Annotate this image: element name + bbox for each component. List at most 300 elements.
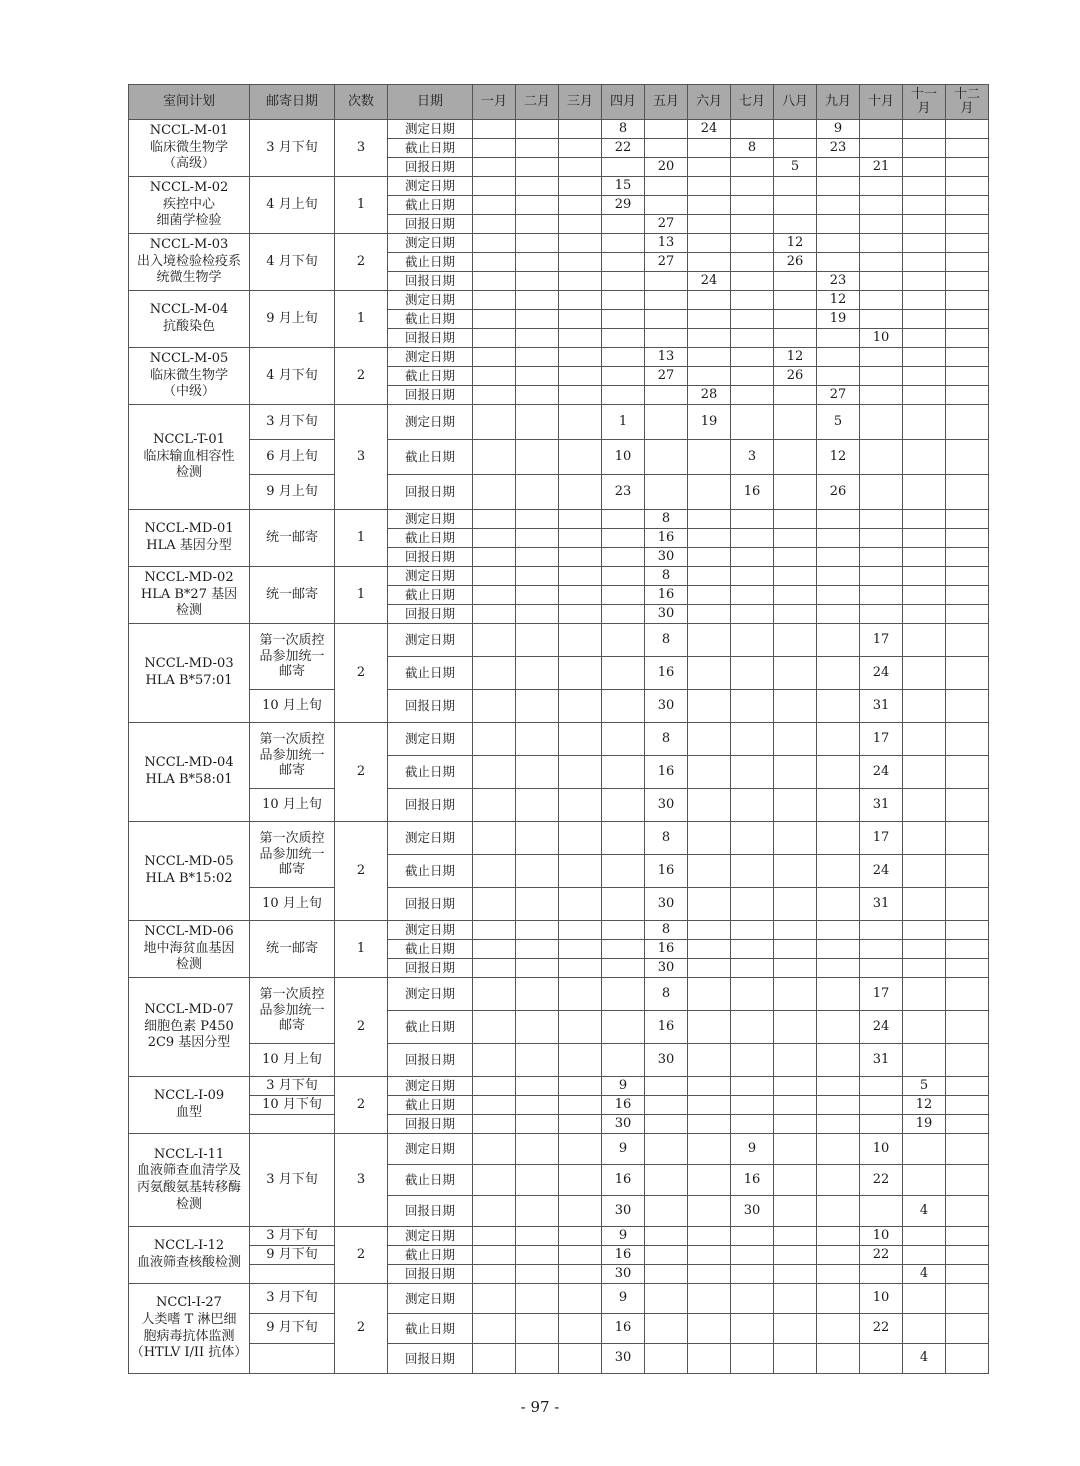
month-cell: 27	[645, 253, 688, 272]
month-cell	[688, 940, 731, 959]
table-row	[129, 723, 989, 756]
month-cell	[946, 855, 989, 888]
month-cell	[903, 272, 946, 291]
count-cell: 1	[335, 510, 388, 567]
month-cell	[559, 234, 602, 253]
month-cell: 19	[903, 1115, 946, 1134]
month-cell	[516, 548, 559, 567]
month-cell	[559, 1227, 602, 1246]
month-cell: 30	[645, 888, 688, 921]
month-cell	[602, 310, 645, 329]
month-cell: 30	[602, 1196, 645, 1227]
month-cell: 12	[774, 234, 817, 253]
month-cell	[559, 921, 602, 940]
date-type-label: 截止日期	[388, 855, 473, 888]
month-cell: 10	[860, 1134, 903, 1165]
month-cell	[946, 253, 989, 272]
month-cell: 23	[817, 272, 860, 291]
month-cell	[860, 348, 903, 367]
month-cell	[946, 367, 989, 386]
count-cell: 2	[335, 234, 388, 291]
month-cell: 9	[817, 120, 860, 139]
table-row	[129, 1265, 989, 1284]
month-cell	[559, 291, 602, 310]
month-cell	[516, 272, 559, 291]
plan-cell: NCCL-M-03 出入境检验检疫系 统微生物学	[129, 234, 250, 291]
month-cell	[688, 756, 731, 789]
month-cell	[688, 440, 731, 475]
month-cell	[731, 329, 774, 348]
month-cell	[731, 1344, 774, 1374]
month-cell: 30	[645, 959, 688, 978]
month-cell	[645, 291, 688, 310]
date-type-label: 截止日期	[388, 196, 473, 215]
month-cell	[817, 657, 860, 690]
month-cell	[860, 1196, 903, 1227]
month-cell: 30	[602, 1344, 645, 1374]
month-cell: 30	[602, 1115, 645, 1134]
month-cell	[774, 586, 817, 605]
month-cell	[645, 1314, 688, 1344]
month-cell	[559, 272, 602, 291]
month-cell	[817, 253, 860, 272]
month-cell	[731, 940, 774, 959]
month-cell	[817, 567, 860, 586]
month-cell	[645, 386, 688, 405]
month-cell	[645, 120, 688, 139]
month-cell	[731, 158, 774, 177]
mail-date-cell: 第一次质控 品参加统一 邮寄	[250, 723, 335, 789]
month-cell	[946, 348, 989, 367]
month-cell	[774, 756, 817, 789]
date-type-label: 截止日期	[388, 440, 473, 475]
month-cell	[645, 1246, 688, 1265]
plan-cell: NCCL-I-09 血型	[129, 1077, 250, 1134]
month-cell	[473, 1096, 516, 1115]
month-cell	[602, 657, 645, 690]
month-cell	[516, 405, 559, 440]
month-cell	[602, 234, 645, 253]
month-cell	[688, 1314, 731, 1344]
table-row	[129, 1344, 989, 1374]
month-cell	[688, 234, 731, 253]
month-cell	[946, 940, 989, 959]
month-cell	[903, 367, 946, 386]
month-cell	[516, 723, 559, 756]
month-cell	[860, 1344, 903, 1374]
month-cell	[473, 253, 516, 272]
month-cell	[688, 329, 731, 348]
month-cell	[860, 1077, 903, 1096]
month-cell	[860, 529, 903, 548]
month-cell: 12	[903, 1096, 946, 1115]
month-cell: 4	[903, 1265, 946, 1284]
date-type-label: 回报日期	[388, 1044, 473, 1077]
month-cell	[559, 529, 602, 548]
date-type-label: 回报日期	[388, 959, 473, 978]
month-cell	[473, 1246, 516, 1265]
month-cell: 9	[602, 1227, 645, 1246]
month-cell	[516, 1044, 559, 1077]
month-cell	[903, 959, 946, 978]
month-cell	[817, 1284, 860, 1314]
month-cell	[903, 723, 946, 756]
month-cell	[731, 1115, 774, 1134]
month-cell	[688, 291, 731, 310]
date-type-label: 截止日期	[388, 940, 473, 959]
month-cell	[473, 329, 516, 348]
month-cell	[774, 510, 817, 529]
table-row	[129, 1314, 989, 1344]
month-cell	[946, 1044, 989, 1077]
month-cell	[903, 1246, 946, 1265]
month-cell	[860, 475, 903, 510]
month-cell	[731, 978, 774, 1011]
date-type-label: 截止日期	[388, 756, 473, 789]
month-cell	[860, 1265, 903, 1284]
month-cell	[473, 367, 516, 386]
month-cell	[860, 253, 903, 272]
month-cell	[473, 657, 516, 690]
month-cell	[731, 605, 774, 624]
month-cell	[516, 120, 559, 139]
month-cell: 27	[817, 386, 860, 405]
month-cell	[516, 475, 559, 510]
month-cell	[559, 1265, 602, 1284]
month-cell	[774, 978, 817, 1011]
month-cell	[645, 1227, 688, 1246]
month-cell	[817, 822, 860, 855]
month-cell: 16	[645, 756, 688, 789]
header-cell: 九月	[817, 85, 860, 120]
month-cell	[602, 690, 645, 723]
month-cell	[731, 855, 774, 888]
month-cell	[602, 367, 645, 386]
month-cell	[731, 1096, 774, 1115]
month-cell	[473, 605, 516, 624]
month-cell	[731, 959, 774, 978]
table-row	[129, 624, 989, 657]
month-cell	[516, 888, 559, 921]
month-cell	[731, 690, 774, 723]
month-cell: 29	[602, 196, 645, 215]
month-cell	[860, 586, 903, 605]
month-cell	[473, 959, 516, 978]
table-row	[129, 1044, 989, 1077]
table-row	[129, 1246, 989, 1265]
count-cell: 1	[335, 921, 388, 978]
month-cell: 27	[645, 367, 688, 386]
date-type-label: 测定日期	[388, 978, 473, 1011]
month-cell	[946, 723, 989, 756]
date-type-label: 测定日期	[388, 405, 473, 440]
month-cell	[946, 291, 989, 310]
month-cell	[688, 1227, 731, 1246]
month-cell	[516, 139, 559, 158]
date-type-label: 测定日期	[388, 177, 473, 196]
count-cell: 2	[335, 1227, 388, 1284]
month-cell	[946, 548, 989, 567]
date-type-label: 回报日期	[388, 690, 473, 723]
month-cell: 20	[645, 158, 688, 177]
date-type-label: 回报日期	[388, 1265, 473, 1284]
month-cell	[473, 1011, 516, 1044]
month-cell	[645, 196, 688, 215]
month-cell	[602, 959, 645, 978]
month-cell	[602, 855, 645, 888]
month-cell: 24	[688, 120, 731, 139]
mail-date-cell: 10 月上旬	[250, 888, 335, 921]
month-cell	[903, 386, 946, 405]
month-cell: 10	[860, 329, 903, 348]
month-cell	[688, 253, 731, 272]
month-cell	[774, 567, 817, 586]
month-cell: 22	[860, 1314, 903, 1344]
mail-date-cell	[250, 1265, 335, 1284]
table-row	[129, 1096, 989, 1115]
month-cell	[473, 310, 516, 329]
month-cell	[774, 548, 817, 567]
header-cell: 日期	[388, 85, 473, 120]
month-cell	[473, 196, 516, 215]
month-cell	[946, 888, 989, 921]
mail-date-cell: 4 月下旬	[250, 234, 335, 291]
month-cell	[817, 367, 860, 386]
month-cell	[688, 1165, 731, 1196]
month-cell	[817, 1011, 860, 1044]
month-cell	[559, 158, 602, 177]
month-cell	[946, 605, 989, 624]
month-cell	[688, 1134, 731, 1165]
month-cell	[731, 529, 774, 548]
month-cell	[645, 272, 688, 291]
table-row	[129, 234, 989, 253]
month-cell	[516, 196, 559, 215]
date-type-label: 测定日期	[388, 1227, 473, 1246]
month-cell	[516, 605, 559, 624]
month-cell	[516, 1284, 559, 1314]
plan-cell: NCCL-MD-03 HLA B*57:01	[129, 624, 250, 723]
month-cell: 8	[645, 978, 688, 1011]
month-cell: 23	[602, 475, 645, 510]
month-cell	[602, 253, 645, 272]
month-cell	[903, 139, 946, 158]
month-cell	[602, 272, 645, 291]
month-cell	[473, 855, 516, 888]
month-cell	[903, 690, 946, 723]
month-cell	[774, 921, 817, 940]
count-cell: 2	[335, 1077, 388, 1134]
month-cell	[731, 1246, 774, 1265]
month-cell	[946, 215, 989, 234]
count-cell: 3	[335, 120, 388, 177]
date-type-label: 测定日期	[388, 510, 473, 529]
month-cell	[903, 586, 946, 605]
month-cell	[731, 822, 774, 855]
month-cell: 22	[602, 139, 645, 158]
month-cell	[946, 529, 989, 548]
month-cell	[903, 567, 946, 586]
month-cell: 9	[602, 1284, 645, 1314]
month-cell: 8	[645, 567, 688, 586]
table-row	[129, 405, 989, 440]
month-cell	[774, 272, 817, 291]
month-cell	[817, 234, 860, 253]
month-cell: 10	[860, 1227, 903, 1246]
month-cell: 19	[817, 310, 860, 329]
month-cell	[946, 1096, 989, 1115]
month-cell: 16	[602, 1246, 645, 1265]
month-cell	[559, 586, 602, 605]
month-cell	[903, 475, 946, 510]
month-cell	[946, 978, 989, 1011]
mail-date-cell: 3 月下旬	[250, 1134, 335, 1227]
month-cell	[817, 1096, 860, 1115]
date-type-label: 截止日期	[388, 529, 473, 548]
month-cell	[688, 348, 731, 367]
month-cell	[774, 291, 817, 310]
month-cell	[731, 567, 774, 586]
date-type-label: 回报日期	[388, 475, 473, 510]
mail-date-cell: 10 月上旬	[250, 690, 335, 723]
count-cell: 2	[335, 1284, 388, 1374]
month-cell	[516, 978, 559, 1011]
month-cell	[516, 1196, 559, 1227]
month-cell	[903, 978, 946, 1011]
month-cell	[602, 789, 645, 822]
month-cell	[473, 921, 516, 940]
month-cell	[516, 921, 559, 940]
month-cell	[817, 1344, 860, 1374]
month-cell	[688, 529, 731, 548]
month-cell	[473, 510, 516, 529]
plan-cell: NCCL-MD-02 HLA B*27 基因 检测	[129, 567, 250, 624]
month-cell	[731, 310, 774, 329]
date-type-label: 测定日期	[388, 1284, 473, 1314]
month-cell	[516, 348, 559, 367]
month-cell	[860, 310, 903, 329]
month-cell	[731, 386, 774, 405]
header-cell: 十二 月	[946, 85, 989, 120]
plan-cell: NCCL-MD-01 HLA 基因分型	[129, 510, 250, 567]
table-row	[129, 475, 989, 510]
date-type-label: 回报日期	[388, 1115, 473, 1134]
mail-date-cell	[250, 1115, 335, 1134]
month-cell	[946, 921, 989, 940]
month-cell	[688, 1284, 731, 1314]
month-cell	[516, 510, 559, 529]
month-cell	[516, 329, 559, 348]
month-cell	[817, 959, 860, 978]
month-cell	[903, 234, 946, 253]
month-cell	[903, 1227, 946, 1246]
date-type-label: 回报日期	[388, 272, 473, 291]
month-cell	[903, 548, 946, 567]
month-cell	[774, 1044, 817, 1077]
month-cell	[946, 1344, 989, 1374]
month-cell	[774, 1134, 817, 1165]
table-row	[129, 440, 989, 475]
month-cell	[602, 386, 645, 405]
month-cell	[602, 529, 645, 548]
month-cell	[688, 196, 731, 215]
month-cell	[688, 1096, 731, 1115]
month-cell: 31	[860, 888, 903, 921]
month-cell	[516, 1077, 559, 1096]
month-cell	[516, 1227, 559, 1246]
month-cell: 24	[860, 1011, 903, 1044]
month-cell	[688, 690, 731, 723]
date-type-label: 截止日期	[388, 310, 473, 329]
month-cell	[946, 234, 989, 253]
month-cell	[731, 215, 774, 234]
count-cell: 2	[335, 624, 388, 723]
month-cell	[946, 139, 989, 158]
date-type-label: 回报日期	[388, 1196, 473, 1227]
month-cell	[903, 789, 946, 822]
month-cell	[903, 921, 946, 940]
date-type-label: 测定日期	[388, 1077, 473, 1096]
month-cell	[602, 605, 645, 624]
month-cell	[903, 529, 946, 548]
month-cell: 9	[602, 1134, 645, 1165]
month-cell	[688, 1196, 731, 1227]
month-cell	[860, 940, 903, 959]
month-cell	[645, 1134, 688, 1165]
month-cell	[516, 1265, 559, 1284]
month-cell	[602, 158, 645, 177]
month-cell	[731, 120, 774, 139]
month-cell	[688, 1115, 731, 1134]
month-cell	[774, 1265, 817, 1284]
month-cell	[516, 291, 559, 310]
month-cell	[559, 1096, 602, 1115]
month-cell	[688, 789, 731, 822]
month-cell	[946, 386, 989, 405]
month-cell: 26	[817, 475, 860, 510]
month-cell	[774, 1284, 817, 1314]
plan-cell: NCCL-I-12 血液筛查核酸检测	[129, 1227, 250, 1284]
month-cell	[559, 822, 602, 855]
mail-date-cell: 9 月上旬	[250, 475, 335, 510]
month-cell	[559, 624, 602, 657]
month-cell	[731, 234, 774, 253]
month-cell: 16	[645, 940, 688, 959]
month-cell	[559, 196, 602, 215]
date-type-label: 回报日期	[388, 605, 473, 624]
month-cell	[731, 177, 774, 196]
month-cell: 8	[645, 822, 688, 855]
month-cell: 16	[602, 1314, 645, 1344]
month-cell	[645, 475, 688, 510]
table-row	[129, 177, 989, 196]
mail-date-cell: 第一次质控 品参加统一 邮寄	[250, 624, 335, 690]
month-cell	[817, 215, 860, 234]
month-cell	[645, 1115, 688, 1134]
month-cell	[516, 215, 559, 234]
month-cell	[688, 624, 731, 657]
month-cell	[559, 1165, 602, 1196]
month-cell	[946, 1196, 989, 1227]
month-cell	[516, 789, 559, 822]
month-cell	[645, 329, 688, 348]
month-cell: 17	[860, 624, 903, 657]
month-cell	[903, 196, 946, 215]
month-cell	[645, 440, 688, 475]
month-cell	[731, 789, 774, 822]
month-cell	[559, 888, 602, 921]
count-cell: 2	[335, 978, 388, 1077]
